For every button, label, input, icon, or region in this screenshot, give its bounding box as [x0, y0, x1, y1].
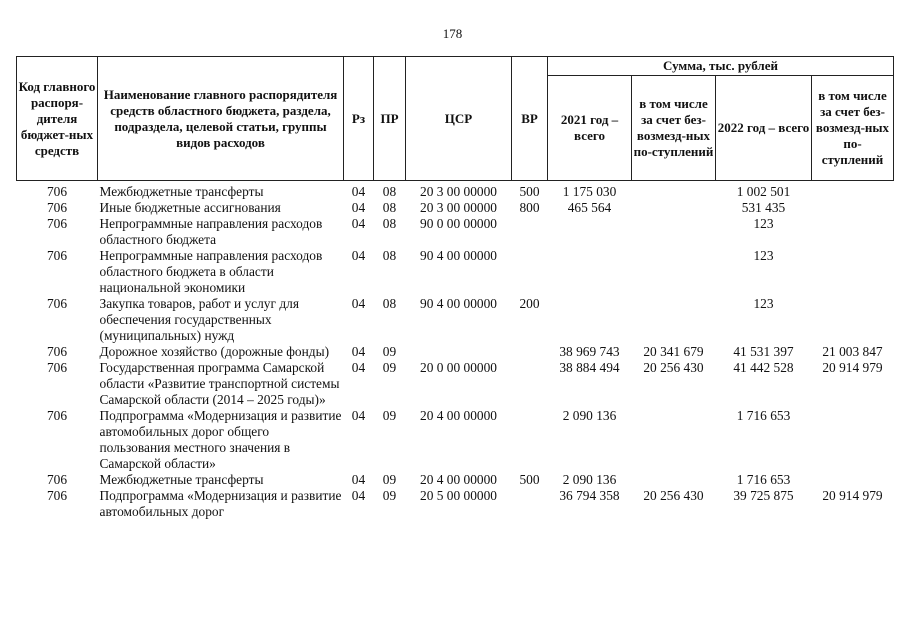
cell-vr: [512, 360, 548, 408]
cell-vr: 500: [519, 184, 540, 199]
cell-2022-total: 41 442 528: [733, 360, 794, 375]
cell-2022-total: 123: [753, 296, 774, 311]
cell-2021-total: 1 175 030: [562, 184, 617, 199]
cell-rz: 04: [351, 296, 366, 311]
table-row: [17, 200, 894, 216]
cell-2021-free: [632, 216, 716, 248]
cell-csr: 20 4 00 00000: [420, 472, 497, 487]
cell-pr: 09: [382, 408, 397, 423]
cell-2022-free: [812, 181, 894, 201]
cell-vr: [512, 216, 548, 248]
cell-name: Межбюджетные трансферты: [99, 184, 264, 199]
table-row: [17, 248, 894, 296]
cell-name: Закупка товаров, работ и услуг для обеспечения государственных (муниципальных) нужд: [99, 296, 299, 343]
cell-vr: [512, 408, 548, 472]
header-2021-total: 2021 год – всего: [548, 76, 632, 181]
cell-rz: 04: [351, 216, 366, 231]
header-sum: Сумма, тыс. рублей: [548, 57, 894, 76]
cell-pr: 08: [382, 216, 397, 231]
cell-pr: 08: [382, 248, 397, 263]
header-2021-free: в том числе за счет без-возмезд-ных по-ступлений: [632, 76, 716, 181]
cell-2021-total: 38 969 743: [559, 344, 620, 359]
cell-csr: 20 0 00 00000: [420, 360, 497, 375]
cell-pr: 09: [382, 360, 397, 375]
cell-2021-free: 20 256 430: [643, 360, 704, 375]
cell-2022-total: 41 531 397: [733, 344, 794, 359]
cell-name: Государственная программа Самарской области «Развитие транспортной системы Самарской области (2014 – 2025 годы)»: [99, 360, 340, 407]
cell-name: Иные бюджетные ассигнования: [99, 200, 281, 215]
cell-2021-free: [632, 408, 716, 472]
cell-2022-free: [812, 472, 894, 488]
cell-csr: [406, 344, 512, 360]
cell-vr: 500: [519, 472, 540, 487]
cell-code: 706: [46, 296, 68, 311]
cell-code: 706: [46, 344, 68, 359]
budget-table: [16, 56, 894, 520]
cell-rz: 04: [351, 184, 366, 199]
cell-name: Подпрограмма «Модернизация и развитие автомобильных дорог общего пользования местного значения в Самарской области»: [99, 408, 342, 471]
table-row: [17, 488, 894, 520]
cell-2022-total: 1 716 653: [736, 472, 791, 487]
cell-2021-free: [632, 248, 716, 296]
cell-pr: 09: [382, 344, 397, 359]
cell-code: 706: [46, 216, 68, 231]
cell-rz: 04: [351, 408, 366, 423]
cell-rz: 04: [351, 472, 366, 487]
cell-rz: 04: [351, 360, 366, 375]
cell-2021-free: [632, 296, 716, 344]
cell-csr: 90 4 00 00000: [420, 296, 497, 311]
cell-name: Непрограммные направления расходов областного бюджета в области национальной экономики: [99, 248, 323, 295]
cell-csr: 90 4 00 00000: [420, 248, 497, 263]
cell-2021-total: 38 884 494: [559, 360, 620, 375]
cell-2022-total: 123: [753, 248, 774, 263]
cell-2021-total: [548, 296, 632, 344]
cell-rz: 04: [351, 248, 366, 263]
header-2022-free: в том числе за счет без-возмезд-ных по-ступлений: [812, 76, 894, 181]
cell-code: 706: [46, 488, 68, 503]
cell-2021-free: 20 341 679: [643, 344, 704, 359]
cell-2022-free: 20 914 979: [822, 488, 883, 503]
cell-code: 706: [46, 184, 68, 199]
cell-rz: 04: [351, 488, 366, 503]
cell-2021-free: 20 256 430: [643, 488, 704, 503]
table-row: [17, 216, 894, 248]
cell-code: 706: [46, 248, 68, 263]
cell-vr: [512, 344, 548, 360]
cell-name: Подпрограмма «Модернизация и развитие автомобильных дорог: [99, 488, 342, 519]
cell-2022-free: [812, 216, 894, 248]
cell-rz: 04: [351, 200, 366, 215]
cell-pr: 09: [382, 472, 397, 487]
cell-2021-total: [548, 248, 632, 296]
cell-2022-free: 21 003 847: [822, 344, 883, 359]
cell-csr: 20 3 00 00000: [420, 184, 497, 199]
cell-2021-total: 2 090 136: [562, 472, 617, 487]
cell-2022-free: [812, 408, 894, 472]
cell-2022-free: [812, 200, 894, 216]
cell-code: 706: [46, 408, 68, 423]
cell-2022-free: [812, 296, 894, 344]
cell-code: 706: [46, 200, 68, 215]
cell-rz: 04: [351, 344, 366, 359]
cell-name: Межбюджетные трансферты: [99, 472, 264, 487]
cell-pr: 08: [382, 296, 397, 311]
cell-name: Дорожное хозяйство (дорожные фонды): [99, 344, 330, 359]
cell-2021-total: 465 564: [567, 200, 612, 215]
cell-2021-total: 36 794 358: [559, 488, 620, 503]
cell-2021-free: [632, 181, 716, 201]
cell-pr: 09: [382, 488, 397, 503]
cell-csr: 90 0 00 00000: [420, 216, 497, 231]
cell-2021-free: [632, 472, 716, 488]
cell-csr: 20 3 00 00000: [420, 200, 497, 215]
cell-2022-free: 20 914 979: [822, 360, 883, 375]
cell-vr: 800: [519, 200, 540, 215]
cell-csr: 20 4 00 00000: [420, 408, 497, 423]
cell-vr: [512, 488, 548, 520]
cell-pr: 08: [382, 200, 397, 215]
cell-2022-total: 531 435: [741, 200, 786, 215]
table-row: [17, 296, 894, 344]
cell-name: Непрограммные направления расходов областного бюджета: [99, 216, 323, 247]
header-rz: Рз: [344, 57, 374, 181]
cell-2021-free: [632, 200, 716, 216]
header-2022-total: 2022 год – всего: [716, 76, 812, 181]
table-row: [17, 344, 894, 360]
page-number: 178: [442, 26, 463, 41]
cell-csr: 20 5 00 00000: [420, 488, 497, 503]
cell-2022-total: 1 716 653: [736, 408, 791, 423]
cell-2022-total: 1 002 501: [736, 184, 791, 199]
header-name: Наименование главного распорядителя средств областного бюджета, раздела, подраздела, целевой статьи, группы видов расходов: [98, 57, 344, 181]
table-row: [17, 408, 894, 472]
cell-2021-total: [548, 216, 632, 248]
header-pr: ПР: [374, 57, 406, 181]
cell-2022-total: 123: [753, 216, 774, 231]
table-row: [17, 360, 894, 408]
header-vr: ВР: [512, 57, 548, 181]
cell-pr: 08: [382, 184, 397, 199]
table-row: [17, 181, 894, 201]
cell-vr: [512, 248, 548, 296]
table-row: [17, 472, 894, 488]
cell-2022-total: 39 725 875: [733, 488, 794, 503]
header-csr: ЦСР: [406, 57, 512, 181]
header-code: Код главного распоря-дителя бюджет-ных средств: [17, 57, 98, 181]
cell-code: 706: [46, 360, 68, 375]
cell-code: 706: [46, 472, 68, 487]
cell-2022-free: [812, 248, 894, 296]
cell-2021-total: 2 090 136: [562, 408, 617, 423]
cell-vr: 200: [519, 296, 540, 311]
